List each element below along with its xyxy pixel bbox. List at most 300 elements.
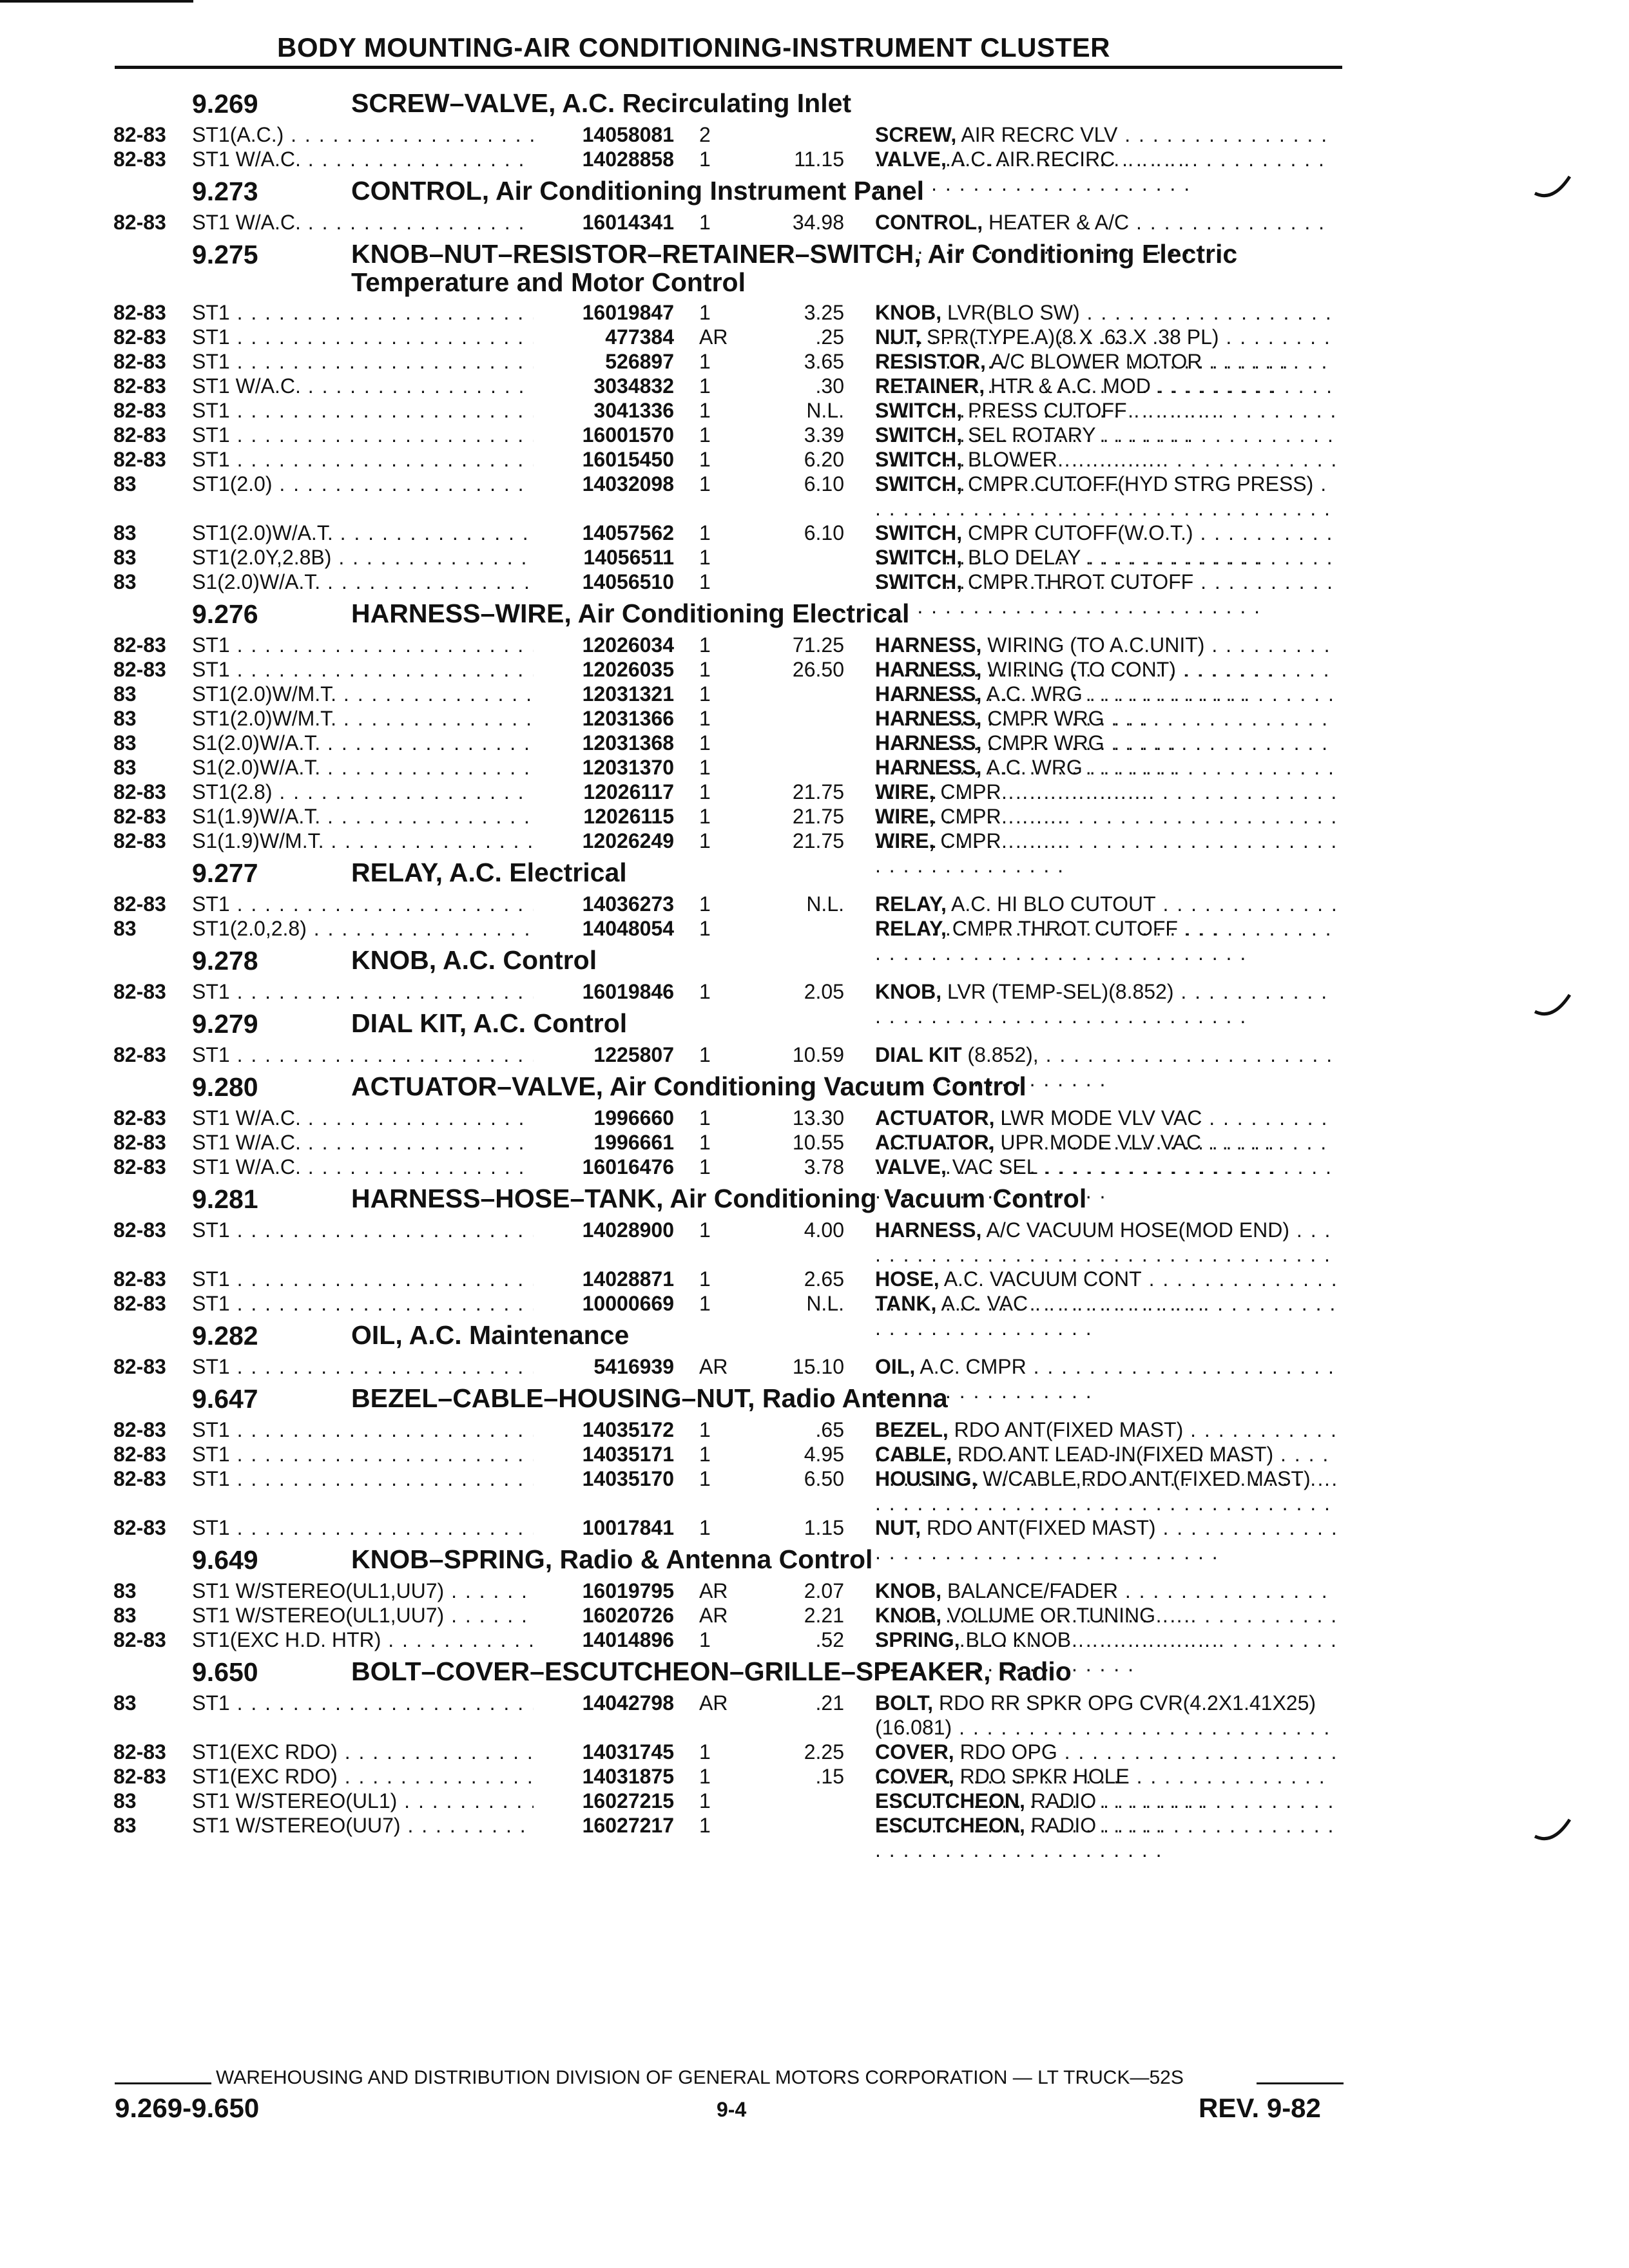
description-noun: NUT, — [875, 325, 921, 349]
model-years: 82-83 — [113, 1418, 166, 1441]
quantity: 1 — [699, 1418, 711, 1441]
part-row — [0, 657, 1629, 682]
description-detail: LVR (TEMP-SEL)(8.852) . . . — [875, 980, 1328, 1028]
part-number: 14028858 — [535, 147, 674, 171]
description-noun: WIRE, — [875, 780, 935, 803]
description-noun: HOSE, — [875, 1267, 940, 1291]
section-title: RELAY, A.C. Electrical — [351, 858, 627, 887]
part-number: 12026035 — [535, 657, 674, 682]
section-title: BOLT–COVER–ESCUTCHEON–GRILLE–SPEAKER, Radio — [351, 1657, 1072, 1686]
model-years: 83 — [113, 570, 137, 593]
description-detail: CMPR . . . — [875, 805, 1338, 852]
description-noun: SWITCH, — [875, 570, 963, 593]
model-years: 82-83 — [113, 1355, 166, 1378]
application: ST1 . . . — [192, 1291, 534, 1316]
part-number: 14031745 — [535, 1740, 674, 1764]
price: 21.75 — [792, 780, 844, 803]
model-years: 82-83 — [113, 780, 166, 803]
description-noun: SPRING, — [875, 1628, 960, 1651]
price: 6.10 — [804, 521, 844, 544]
description-noun: OIL, — [875, 1355, 916, 1378]
application: ST1 . . . — [192, 657, 534, 682]
part-row — [0, 398, 1629, 423]
description-detail: (8.852), . . . — [875, 1043, 1333, 1091]
price: 3.65 — [804, 350, 844, 373]
part-row — [0, 545, 1629, 570]
part-row — [0, 633, 1629, 657]
description-noun: RELAY, — [875, 892, 947, 916]
application: ST1 . . . — [192, 1043, 534, 1067]
application: ST1 . . . — [192, 979, 534, 1004]
description-noun: HOUSING, — [875, 1467, 978, 1490]
model-years: 83 — [113, 472, 137, 495]
part-row — [0, 892, 1629, 916]
application: ST1 . . . — [192, 1515, 534, 1540]
application: ST1 . . . — [192, 1466, 534, 1491]
part-row — [0, 325, 1629, 349]
application: S1(2.0)W/A.T. . . . — [192, 755, 534, 780]
section-number: 9.280 — [192, 1072, 258, 1102]
part-number: 14028871 — [535, 1267, 674, 1291]
section-title: KNOB, A.C. Control — [351, 945, 597, 975]
price: 11.15 — [794, 148, 844, 171]
model-years: 82-83 — [113, 123, 166, 146]
description-noun: CONTROL, — [875, 211, 983, 234]
price: .21 — [815, 1691, 844, 1715]
check-mark-icon — [1534, 174, 1572, 200]
description-noun: KNOB, — [875, 1579, 942, 1602]
part-row — [0, 570, 1629, 594]
section-heading — [0, 1008, 1629, 1043]
model-years: 82-83 — [113, 1740, 166, 1763]
price: 1.15 — [804, 1516, 844, 1539]
model-years: 82-83 — [113, 350, 166, 373]
part-number: 12031321 — [535, 682, 674, 706]
quantity: 1 — [699, 707, 711, 730]
footer-rule — [1257, 2082, 1344, 2084]
part-row — [0, 1579, 1629, 1603]
description-detail: A.C. AIR RECIRC . . . — [875, 148, 1325, 195]
application: ST1 . . . — [192, 300, 534, 325]
section-heading — [0, 1071, 1629, 1106]
description-noun: NUT, — [875, 1516, 921, 1539]
price: 71.25 — [792, 633, 844, 657]
model-years: 82-83 — [113, 374, 166, 398]
section-heading — [0, 1544, 1629, 1579]
section-title: DIAL KIT, A.C. Control — [351, 1008, 628, 1038]
application: ST1 . . . — [192, 1691, 534, 1715]
application: ST1 . . . — [192, 1354, 534, 1379]
price: 6.50 — [804, 1467, 844, 1490]
section-number: 9.279 — [192, 1009, 258, 1039]
quantity: 1 — [699, 1043, 711, 1066]
description-detail: A/C VACUUM HOSE(MOD END) . . . — [875, 1218, 1331, 1267]
revision: REV. 9-82 — [1199, 2093, 1321, 2123]
model-years: 83 — [113, 756, 137, 779]
application: ST1 . . . — [192, 1267, 534, 1291]
part-number: 14058081 — [535, 122, 674, 147]
check-mark-icon — [1534, 992, 1572, 1018]
application: ST1 . . . — [192, 325, 534, 349]
part-row — [0, 521, 1629, 545]
description-noun: COVER, — [875, 1740, 954, 1763]
description-detail: A.C. WRG . . . — [875, 756, 1335, 803]
application: ST1 . . . — [192, 1418, 534, 1442]
section-range: 9.269-9.650 — [115, 2093, 260, 2123]
application: ST1 W/A.C. . . . — [192, 147, 534, 171]
description-detail: VOLUME OR TUNING . . . — [875, 1604, 1338, 1651]
description-noun: RETAINER, — [875, 374, 985, 398]
part-number: 12031368 — [535, 731, 674, 755]
header-rule — [115, 66, 1342, 69]
application: ST1 W/A.C. . . . — [192, 374, 534, 398]
price: 21.75 — [792, 805, 844, 828]
model-years: 82-83 — [113, 633, 166, 657]
part-number: 16001570 — [535, 423, 674, 447]
price: 10.55 — [792, 1131, 844, 1154]
model-years: 82-83 — [113, 211, 166, 234]
description-detail: PRESS CUTOFF . . . — [875, 399, 1337, 447]
description-detail: A.C. CMPR . . . — [875, 1355, 1335, 1403]
description-noun: HARNESS, — [875, 1218, 982, 1242]
part-number: 16019795 — [535, 1579, 674, 1603]
description-detail: A.C. HI BLO CUTOUT . . . — [875, 892, 1338, 940]
description-detail: A.C. VAC . . . — [875, 1292, 1336, 1340]
model-years: 82-83 — [113, 805, 166, 828]
description-detail: RDO ANT(FIXED MAST) . . . — [875, 1516, 1338, 1564]
section-number: 9.276 — [192, 599, 258, 629]
section-title: SCREW–VALVE, A.C. Recirculating Inlet — [351, 88, 852, 118]
description-noun: HARNESS, — [875, 633, 982, 657]
description-noun: RESISTOR, — [875, 350, 986, 373]
description-noun: BEZEL, — [875, 1418, 949, 1441]
part-number: 14031875 — [535, 1764, 674, 1789]
price: .15 — [815, 1765, 844, 1788]
application: ST1 . . . — [192, 447, 534, 472]
price: 6.20 — [804, 448, 844, 471]
part-row — [0, 374, 1629, 398]
quantity: 1 — [699, 423, 711, 447]
section-number: 9.650 — [192, 1657, 258, 1687]
top-edge-rule — [0, 0, 193, 3]
description-noun: SWITCH, — [875, 448, 963, 471]
quantity: 1 — [699, 521, 711, 544]
model-years: 83 — [113, 1604, 137, 1627]
price: 4.00 — [804, 1218, 844, 1242]
part-number: 3034832 — [535, 374, 674, 398]
quantity: 2 — [699, 123, 711, 146]
description-detail: CMPR CUTOFF(W.O.T.) . . . — [875, 521, 1333, 569]
quantity: AR — [699, 1355, 728, 1378]
part-row — [0, 1106, 1629, 1130]
part-number: 12031366 — [535, 706, 674, 731]
price: 4.95 — [804, 1443, 844, 1466]
description — [875, 472, 1339, 521]
price: .52 — [815, 1628, 844, 1651]
section-title: KNOB–SPRING, Radio & Antenna Control — [351, 1544, 873, 1574]
quantity: 1 — [699, 682, 711, 706]
model-years: 83 — [113, 917, 137, 940]
quantity: 1 — [699, 892, 711, 916]
description-detail: LWR MODE VLV VAC . . . — [875, 1106, 1328, 1154]
section-number: 9.278 — [192, 946, 258, 975]
description-noun: SWITCH, — [875, 521, 963, 544]
model-years: 83 — [113, 521, 137, 544]
description-noun: VALVE, — [875, 148, 947, 171]
model-years: 83 — [113, 1691, 137, 1715]
description-detail: A.C. VACUUM CONT . . . — [875, 1267, 1338, 1315]
description-noun: VALVE, — [875, 1155, 947, 1178]
quantity: 1 — [699, 570, 711, 593]
part-number: 14056511 — [535, 545, 674, 570]
quantity: 1 — [699, 546, 711, 569]
part-row — [0, 1628, 1629, 1652]
description-noun: HARNESS, — [875, 756, 982, 779]
parts-list — [0, 84, 1629, 1838]
model-years: 82-83 — [113, 892, 166, 916]
quantity: 1 — [699, 1443, 711, 1466]
part-number: 477384 — [535, 325, 674, 349]
description-detail: A.C. WRG . . . — [875, 682, 1335, 730]
model-years: 82-83 — [113, 1131, 166, 1154]
model-years: 83 — [113, 1814, 137, 1837]
price: 2.05 — [804, 980, 844, 1003]
part-number: 1996661 — [535, 1130, 674, 1155]
part-number: 12026034 — [535, 633, 674, 657]
application: ST1 . . . — [192, 423, 534, 447]
part-row — [0, 979, 1629, 1004]
model-years: 82-83 — [113, 1155, 166, 1178]
model-years: 82-83 — [113, 1218, 166, 1242]
description-noun: HARNESS, — [875, 731, 982, 754]
description-detail: BLO DELAY . . . — [875, 546, 1334, 593]
part-row — [0, 1466, 1629, 1515]
description-detail: WIRING (TO A.C.UNIT) . . . — [875, 633, 1331, 681]
description — [875, 1218, 1339, 1267]
section-heading — [0, 857, 1629, 892]
part-number: 12026115 — [535, 804, 674, 829]
application: ST1 W/A.C. . . . — [192, 1155, 534, 1179]
model-years: 82-83 — [113, 829, 166, 852]
section-title: OIL, A.C. Maintenance — [351, 1320, 630, 1350]
section-heading — [0, 175, 1629, 210]
quantity: 1 — [699, 633, 711, 657]
description-detail: RDO ANT LEAD-IN(FIXED MAST) . . . — [875, 1443, 1331, 1515]
model-years: 82-83 — [113, 1292, 166, 1315]
part-number: 12026249 — [535, 829, 674, 853]
price: 6.10 — [804, 472, 844, 495]
part-row — [0, 122, 1629, 147]
part-number: 14028900 — [535, 1218, 674, 1242]
part-row — [0, 829, 1629, 853]
description-noun: SWITCH, — [875, 423, 963, 447]
description-detail: LVR(BLO SW) . . . — [875, 301, 1333, 349]
application: ST1(2.0) . . . — [192, 472, 534, 496]
price: 3.39 — [804, 423, 844, 447]
description-detail: CMPR CUTOFF(HYD STRG PRESS) . . . — [875, 472, 1331, 521]
part-row — [0, 731, 1629, 755]
page-number: 9-4 — [717, 2098, 747, 2121]
description-detail: A/C BLOWER MOTOR . . . — [875, 350, 1328, 398]
part-number: 16016476 — [535, 1155, 674, 1179]
part-number: 16014341 — [535, 210, 674, 235]
section-title: HARNESS–HOSE–TANK, Air Conditioning Vacuum Control — [351, 1184, 1087, 1213]
price: 13.30 — [792, 1106, 844, 1129]
quantity: 1 — [699, 1789, 711, 1812]
part-number: 16019847 — [535, 300, 674, 325]
part-number: 12026117 — [535, 780, 674, 804]
description-detail: CMPR THROT CUTOFF . . . — [875, 917, 1333, 965]
quantity: 1 — [699, 1628, 711, 1651]
part-row — [0, 1789, 1629, 1813]
part-number: 14035172 — [535, 1418, 674, 1442]
description-noun: ESCUTCHEON, — [875, 1789, 1025, 1812]
application: ST1 . . . — [192, 398, 534, 423]
description-detail: RDO ANT(FIXED MAST) . . . — [875, 1418, 1338, 1466]
description-noun: RELAY, — [875, 917, 947, 940]
price: 2.25 — [804, 1740, 844, 1763]
part-row — [0, 706, 1629, 731]
model-years: 82-83 — [113, 448, 166, 471]
price: .65 — [815, 1418, 844, 1441]
description-detail: UPR MODE VLV VAC . . . — [875, 1131, 1327, 1178]
section-heading — [0, 238, 1629, 300]
part-row — [0, 300, 1629, 325]
part-number: 14014896 — [535, 1628, 674, 1652]
price: 10.59 — [792, 1043, 844, 1066]
quantity: AR — [699, 325, 728, 349]
description-detail: RDO SPKR HOLE . . . — [875, 1765, 1326, 1812]
section-number: 9.273 — [192, 177, 258, 206]
application: ST1 W/A.C. . . . — [192, 1106, 534, 1130]
quantity: 1 — [699, 1292, 711, 1315]
part-row — [0, 755, 1629, 780]
model-years: 82-83 — [113, 1765, 166, 1788]
price: 26.50 — [792, 658, 844, 681]
part-number: 16027217 — [535, 1813, 674, 1838]
part-row — [0, 1515, 1629, 1540]
description-noun: SWITCH, — [875, 399, 963, 422]
application: ST1 . . . — [192, 633, 534, 657]
part-row — [0, 804, 1629, 829]
model-years: 82-83 — [113, 325, 166, 349]
section-heading — [0, 598, 1629, 633]
quantity: 1 — [699, 1814, 711, 1837]
section-number: 9.277 — [192, 858, 258, 888]
price: 2.65 — [804, 1267, 844, 1291]
part-number: 14057562 — [535, 521, 674, 545]
part-number: 1996660 — [535, 1106, 674, 1130]
description-noun: BOLT, — [875, 1691, 934, 1715]
part-row — [0, 1291, 1629, 1316]
section-title: KNOB–NUT–RESISTOR–RETAINER–SWITCH, Air Conditioning Electric Temperature and Motor Control — [351, 239, 1238, 297]
application: ST1 . . . — [192, 349, 534, 374]
part-number: 14042798 — [535, 1691, 674, 1715]
quantity: 1 — [699, 1516, 711, 1539]
model-years: 82-83 — [113, 658, 166, 681]
price: 3.25 — [804, 301, 844, 324]
part-row — [0, 210, 1629, 235]
application: ST1 W/A.C. . . . — [192, 210, 534, 235]
application: ST1(2.0,2.8) . . . — [192, 916, 534, 941]
part-row — [0, 447, 1629, 472]
description-detail: WIRING (TO CONT) . . . — [875, 658, 1331, 706]
quantity: 1 — [699, 829, 711, 852]
section-heading — [0, 1320, 1629, 1354]
part-row — [0, 1267, 1629, 1291]
part-row — [0, 1043, 1629, 1067]
part-row — [0, 1218, 1629, 1267]
model-years: 82-83 — [113, 1106, 166, 1129]
part-number: 3041336 — [535, 398, 674, 423]
price: 21.75 — [792, 829, 844, 852]
description-noun: KNOB, — [875, 301, 942, 324]
price: 2.21 — [804, 1604, 844, 1627]
section-heading — [0, 1383, 1629, 1418]
description-detail: BLOWER . . . — [875, 448, 1338, 495]
part-number: 14048054 — [535, 916, 674, 941]
description-noun: HARNESS, — [875, 682, 982, 706]
description-detail: W/CABLE,RDO ANT(FIXED MAST) . . . — [875, 1467, 1338, 1515]
section-title: CONTROL, Air Conditioning Instrument Panel — [351, 176, 925, 206]
section-heading — [0, 1656, 1629, 1691]
description-noun: HARNESS, — [875, 658, 982, 681]
section-number: 9.281 — [192, 1184, 258, 1214]
description-detail: CMPR THROT CUTOFF . . . — [875, 570, 1334, 618]
description-detail: CMPR . . . — [875, 829, 1338, 877]
application: ST1(2.0)W/M.T. . . . — [192, 682, 534, 706]
part-row — [0, 472, 1629, 521]
application: ST1 . . . — [192, 1218, 534, 1242]
quantity: 1 — [699, 301, 711, 324]
quantity: 1 — [699, 399, 711, 422]
description-detail: BALANCE/FADER . . . — [875, 1579, 1329, 1627]
description-detail: SEL ROTARY . . . — [875, 423, 1335, 471]
price: 3.78 — [804, 1155, 844, 1178]
part-number: 14036273 — [535, 892, 674, 916]
quantity: AR — [699, 1579, 728, 1602]
section-number: 9.282 — [192, 1321, 258, 1350]
model-years: 82-83 — [113, 301, 166, 324]
part-row — [0, 1354, 1629, 1379]
part-row — [0, 349, 1629, 374]
description — [875, 1691, 1339, 1740]
quantity: 1 — [699, 1218, 711, 1242]
part-number: 1225807 — [535, 1043, 674, 1067]
part-number: 10017841 — [535, 1515, 674, 1540]
section-number: 9.269 — [192, 89, 258, 119]
part-row — [0, 1603, 1629, 1628]
model-years: 82-83 — [113, 423, 166, 447]
quantity: AR — [699, 1604, 728, 1627]
quantity: 1 — [699, 756, 711, 779]
price: 15.10 — [792, 1355, 844, 1378]
quantity: 1 — [699, 1155, 711, 1178]
part-row — [0, 1813, 1629, 1838]
quantity: 1 — [699, 731, 711, 754]
part-row — [0, 147, 1629, 171]
part-number: 14035170 — [535, 1466, 674, 1491]
description-noun: SCREW, — [875, 123, 957, 146]
part-row — [0, 1764, 1629, 1789]
quantity: 1 — [699, 448, 711, 471]
section-number: 9.647 — [192, 1384, 258, 1414]
part-number: 5416939 — [535, 1354, 674, 1379]
description-noun: SWITCH, — [875, 546, 963, 569]
price: .30 — [815, 374, 844, 398]
quantity: 1 — [699, 1740, 711, 1763]
footer-rule — [115, 2082, 211, 2084]
